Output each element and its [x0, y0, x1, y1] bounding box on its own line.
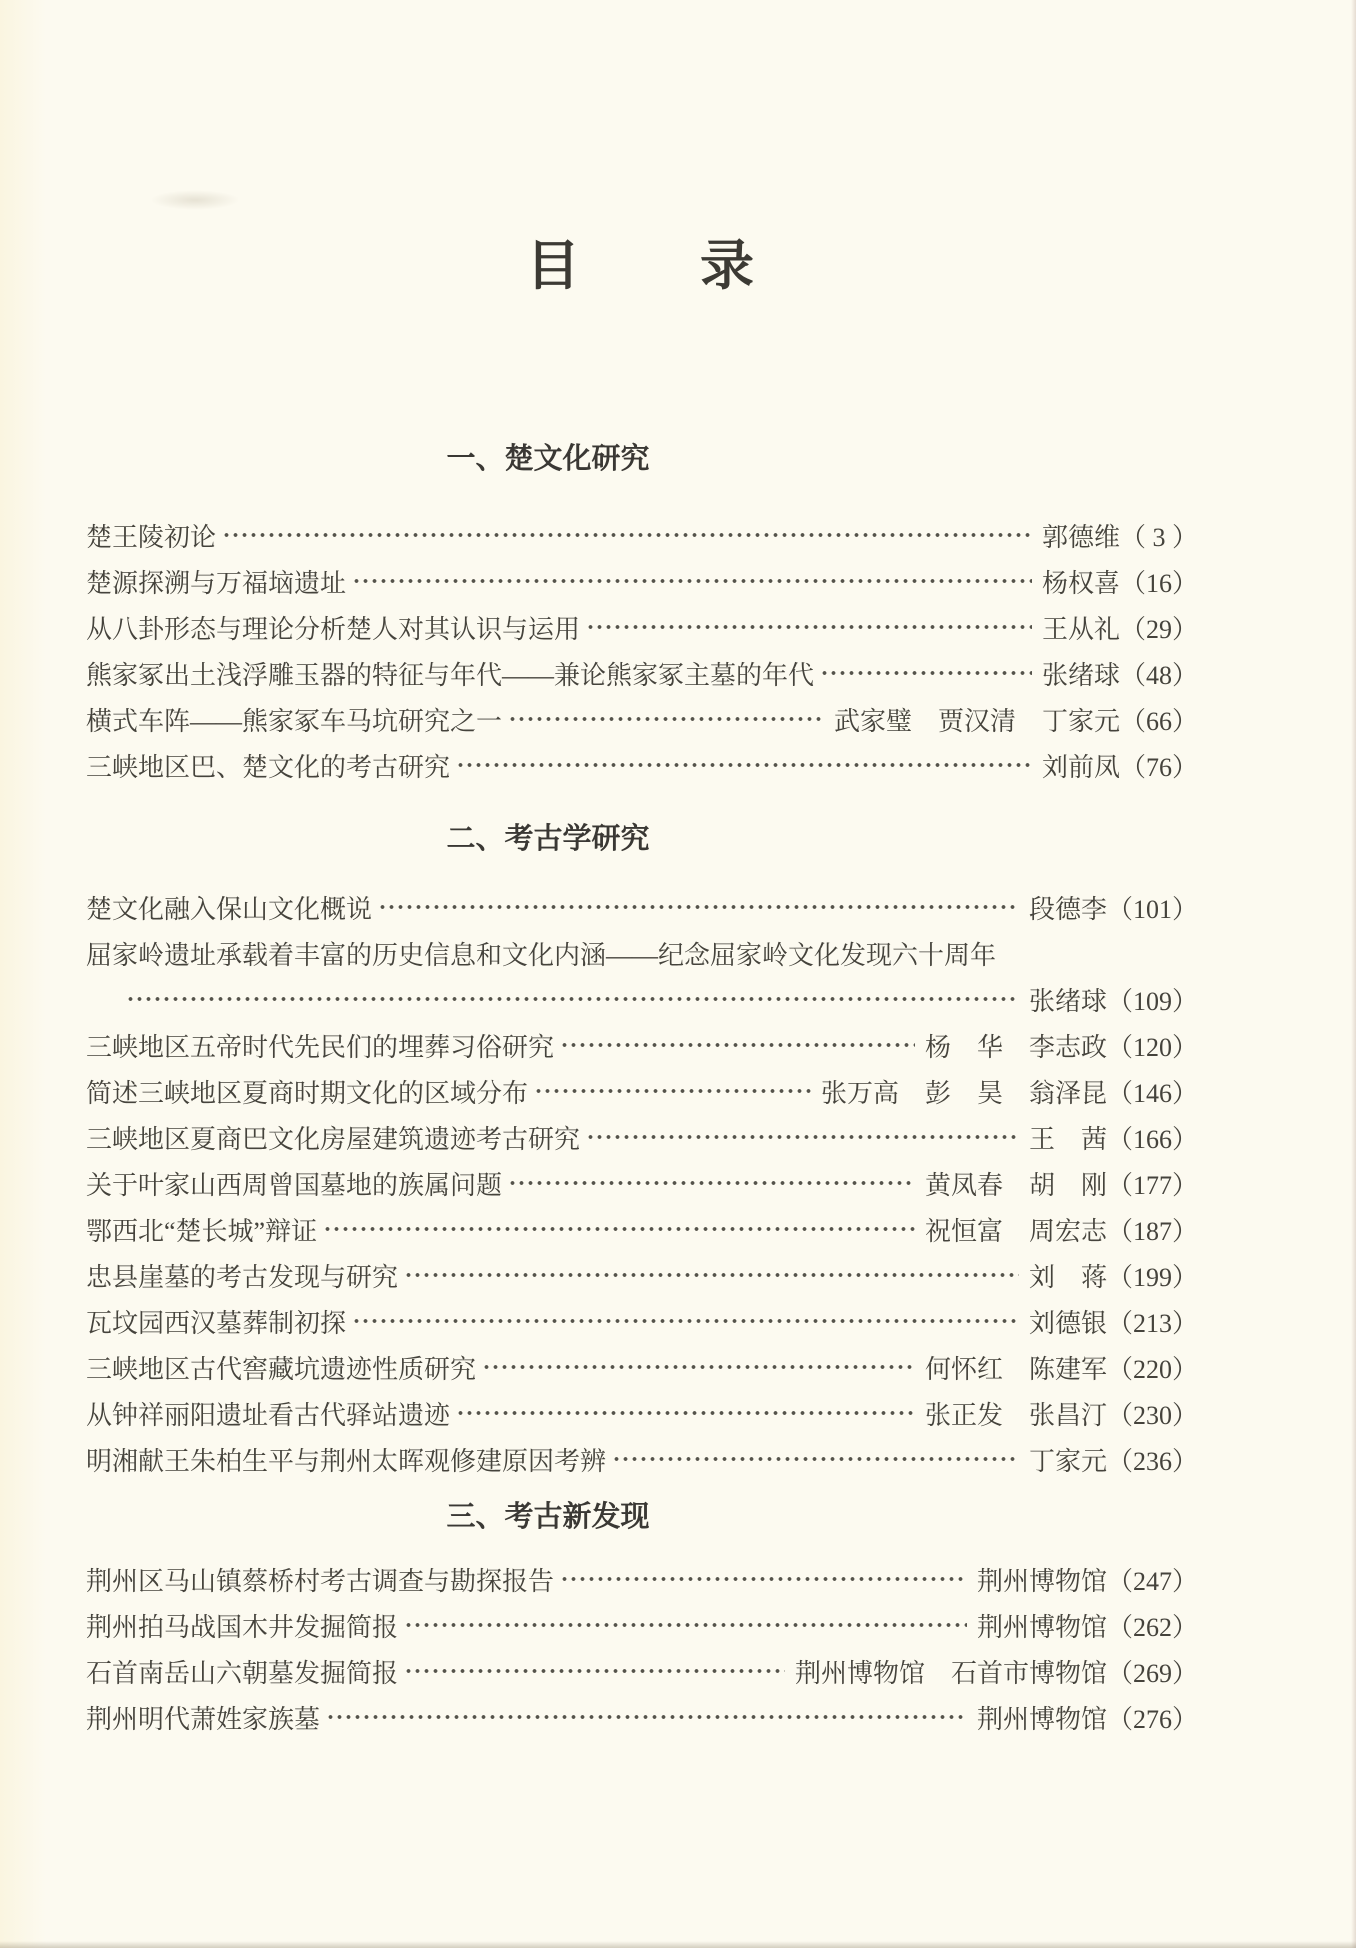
entry-authors: 杨权喜 — [1041, 568, 1120, 598]
entry-page-number: （187） — [1106, 1216, 1198, 1246]
entry-authors: 王从礼 — [1041, 614, 1120, 644]
toc-entry — [86, 1344, 1198, 1390]
dot-leader — [560, 1022, 915, 1068]
dot-leader — [378, 884, 1019, 930]
toc-entry — [86, 930, 1198, 976]
section-entries — [86, 884, 1198, 1482]
entry-authors: 荆州博物馆 — [976, 1704, 1107, 1734]
entry-page-number: （101） — [1106, 894, 1198, 924]
dot-leader — [1002, 930, 1188, 976]
toc-section — [86, 820, 1198, 1482]
entry-authors: 张正发 张昌汀 — [924, 1400, 1107, 1430]
entry-authors: 刘前凤 — [1041, 752, 1120, 782]
section-heading: 三、考古新发现 — [446, 1501, 650, 1533]
entry-page-number: （177） — [1106, 1170, 1198, 1200]
entry-page-number: （76） — [1119, 752, 1198, 782]
dot-leader — [404, 1602, 967, 1648]
entry-page-number: （120） — [1106, 1032, 1198, 1062]
dot-leader — [323, 1206, 915, 1252]
toc-section — [86, 1498, 1198, 1740]
dot-leader — [456, 1390, 915, 1436]
dot-leader — [508, 1160, 915, 1206]
dot-leader — [508, 696, 824, 742]
page-title: 目 录 — [526, 236, 758, 296]
entry-title: 关于叶家山西周曾国墓地的族属问题 — [86, 1170, 503, 1200]
entry-title: 荆州区马山镇蔡桥村考古调查与勘探报告 — [86, 1566, 555, 1596]
entry-title: 忠县崖墓的考古发现与研究 — [86, 1262, 399, 1292]
entry-title: 熊家冢出土浅浮雕玉器的特征与年代——兼论熊家冢主墓的年代 — [86, 660, 815, 690]
entry-authors: 何怀红 陈建军 — [924, 1354, 1107, 1384]
toc-sections — [86, 440, 1198, 1740]
section-entries — [86, 1556, 1198, 1740]
dot-leader — [820, 650, 1032, 696]
toc-entry — [86, 976, 1198, 1022]
dot-leader — [482, 1344, 915, 1390]
entry-page-number: （166） — [1106, 1124, 1198, 1154]
entry-page-number: （220） — [1106, 1354, 1198, 1384]
section-heading: 一、楚文化研究 — [446, 443, 650, 475]
dot-leader — [534, 1068, 811, 1114]
entry-authors: 祝恒富 周宏志 — [924, 1216, 1107, 1246]
entry-title: 从钟祥丽阳遗址看古代驿站遗迹 — [86, 1400, 451, 1430]
toc-entry — [86, 884, 1198, 930]
dot-leader — [560, 1556, 967, 1602]
toc-entry — [86, 1390, 1198, 1436]
entry-authors: 丁家元 — [1028, 1446, 1107, 1476]
toc-entry — [86, 1298, 1198, 1344]
entry-title: 三峡地区夏商巴文化房屋建筑遗迹考古研究 — [86, 1124, 581, 1154]
entry-authors: 荆州博物馆 — [976, 1566, 1107, 1596]
entry-authors: 杨 华 李志政 — [924, 1032, 1107, 1062]
entry-page-number: （48） — [1119, 660, 1198, 690]
dot-leader — [126, 976, 1019, 1022]
entry-page-number: （29） — [1119, 614, 1198, 644]
entry-page-number: （276） — [1106, 1704, 1198, 1734]
entry-authors: 王 茜 — [1028, 1124, 1107, 1154]
toc-entry — [86, 696, 1198, 742]
page-edge-bottom — [0, 1941, 1356, 1948]
toc-entry — [86, 1114, 1198, 1160]
toc-entry — [86, 558, 1198, 604]
entry-page-number: （247） — [1106, 1566, 1198, 1596]
toc-entry — [86, 1252, 1198, 1298]
entry-authors: 张绪球 — [1041, 660, 1120, 690]
toc-entry — [86, 1436, 1198, 1482]
entry-title: 荆州明代萧姓家族墓 — [86, 1704, 321, 1734]
entry-title: 三峡地区巴、楚文化的考古研究 — [86, 752, 451, 782]
entry-page-number: （109） — [1106, 986, 1198, 1016]
toc-entry — [86, 1648, 1198, 1694]
dot-leader — [352, 558, 1032, 604]
toc-entry — [86, 604, 1198, 650]
entry-page-number: （16） — [1119, 568, 1198, 598]
toc-entry — [86, 1602, 1198, 1648]
entry-page-number: （236） — [1106, 1446, 1198, 1476]
dot-leader — [404, 1252, 1019, 1298]
toc-entry — [86, 1160, 1198, 1206]
entry-authors: 荆州博物馆 石首市博物馆 — [794, 1658, 1107, 1688]
entry-title: 三峡地区古代窖藏坑遗迹性质研究 — [86, 1354, 477, 1384]
entry-page-number: （66） — [1119, 706, 1198, 736]
toc-entry — [86, 650, 1198, 696]
entry-title: 石首南岳山六朝墓发掘简报 — [86, 1658, 399, 1688]
page-edge-right — [1351, 0, 1356, 1948]
entry-authors: 张绪球 — [1028, 986, 1107, 1016]
dot-leader — [586, 1114, 1019, 1160]
section-entries — [86, 512, 1198, 788]
entry-authors: 黄凤春 胡 刚 — [924, 1170, 1107, 1200]
entry-page-number: （230） — [1106, 1400, 1198, 1430]
toc-entry — [86, 1556, 1198, 1602]
entry-title: 楚文化融入保山文化概说 — [86, 894, 373, 924]
dot-leader — [586, 604, 1032, 650]
entry-page-number: （ 3 ） — [1119, 522, 1198, 552]
entry-title: 荆州拍马战国木井发掘简报 — [86, 1612, 399, 1642]
entry-title: 横式车阵——熊家冢车马坑研究之一 — [86, 706, 503, 736]
entry-page-number: （269） — [1106, 1658, 1198, 1688]
entry-title: 屈家岭遗址承载着丰富的历史信息和文化内涵——纪念屈家岭文化发现六十周年 — [86, 940, 997, 970]
toc-entry — [86, 512, 1198, 558]
section-heading: 二、考古学研究 — [446, 823, 650, 855]
scan-smudge — [150, 190, 240, 210]
entry-title: 简述三峡地区夏商时期文化的区域分布 — [86, 1078, 529, 1108]
entry-authors: 武家璧 贾汉清 丁家元 — [833, 706, 1120, 736]
entry-page-number: （199） — [1106, 1262, 1198, 1292]
entry-title: 明湘献王朱柏生平与荆州太晖观修建原因考辨 — [86, 1446, 607, 1476]
toc-entry — [86, 1068, 1198, 1114]
dot-leader — [352, 1298, 1019, 1344]
entry-page-number: （262） — [1106, 1612, 1198, 1642]
dot-leader — [326, 1694, 967, 1740]
entry-authors: 刘 蒋 — [1028, 1262, 1107, 1292]
entry-title: 从八卦形态与理论分析楚人对其认识与运用 — [86, 614, 581, 644]
toc-entry — [86, 1206, 1198, 1252]
dot-leader — [222, 512, 1032, 558]
entry-authors: 郭德维 — [1041, 522, 1120, 552]
dot-leader — [612, 1436, 1019, 1482]
toc-section — [86, 440, 1198, 788]
dot-leader — [404, 1648, 785, 1694]
entry-authors: 刘德银 — [1028, 1308, 1107, 1338]
entry-page-number: （146） — [1106, 1078, 1198, 1108]
entry-page-number: （213） — [1106, 1308, 1198, 1338]
entry-title: 瓦坟园西汉墓葬制初探 — [86, 1308, 347, 1338]
entry-title: 三峡地区五帝时代先民们的埋葬习俗研究 — [86, 1032, 555, 1062]
toc-entry — [86, 742, 1198, 788]
entry-title: 楚源探溯与万福垴遗址 — [86, 568, 347, 598]
entry-authors: 张万高 彭 昊 翁泽昆 — [820, 1078, 1107, 1108]
toc-entry — [86, 1022, 1198, 1068]
entry-title: 鄂西北“楚长城”辩证 — [86, 1216, 318, 1246]
entry-authors: 段德李 — [1028, 894, 1107, 924]
dot-leader — [456, 742, 1032, 788]
entry-title: 楚王陵初论 — [86, 522, 217, 552]
entry-authors: 荆州博物馆 — [976, 1612, 1107, 1642]
toc-entry — [86, 1694, 1198, 1740]
